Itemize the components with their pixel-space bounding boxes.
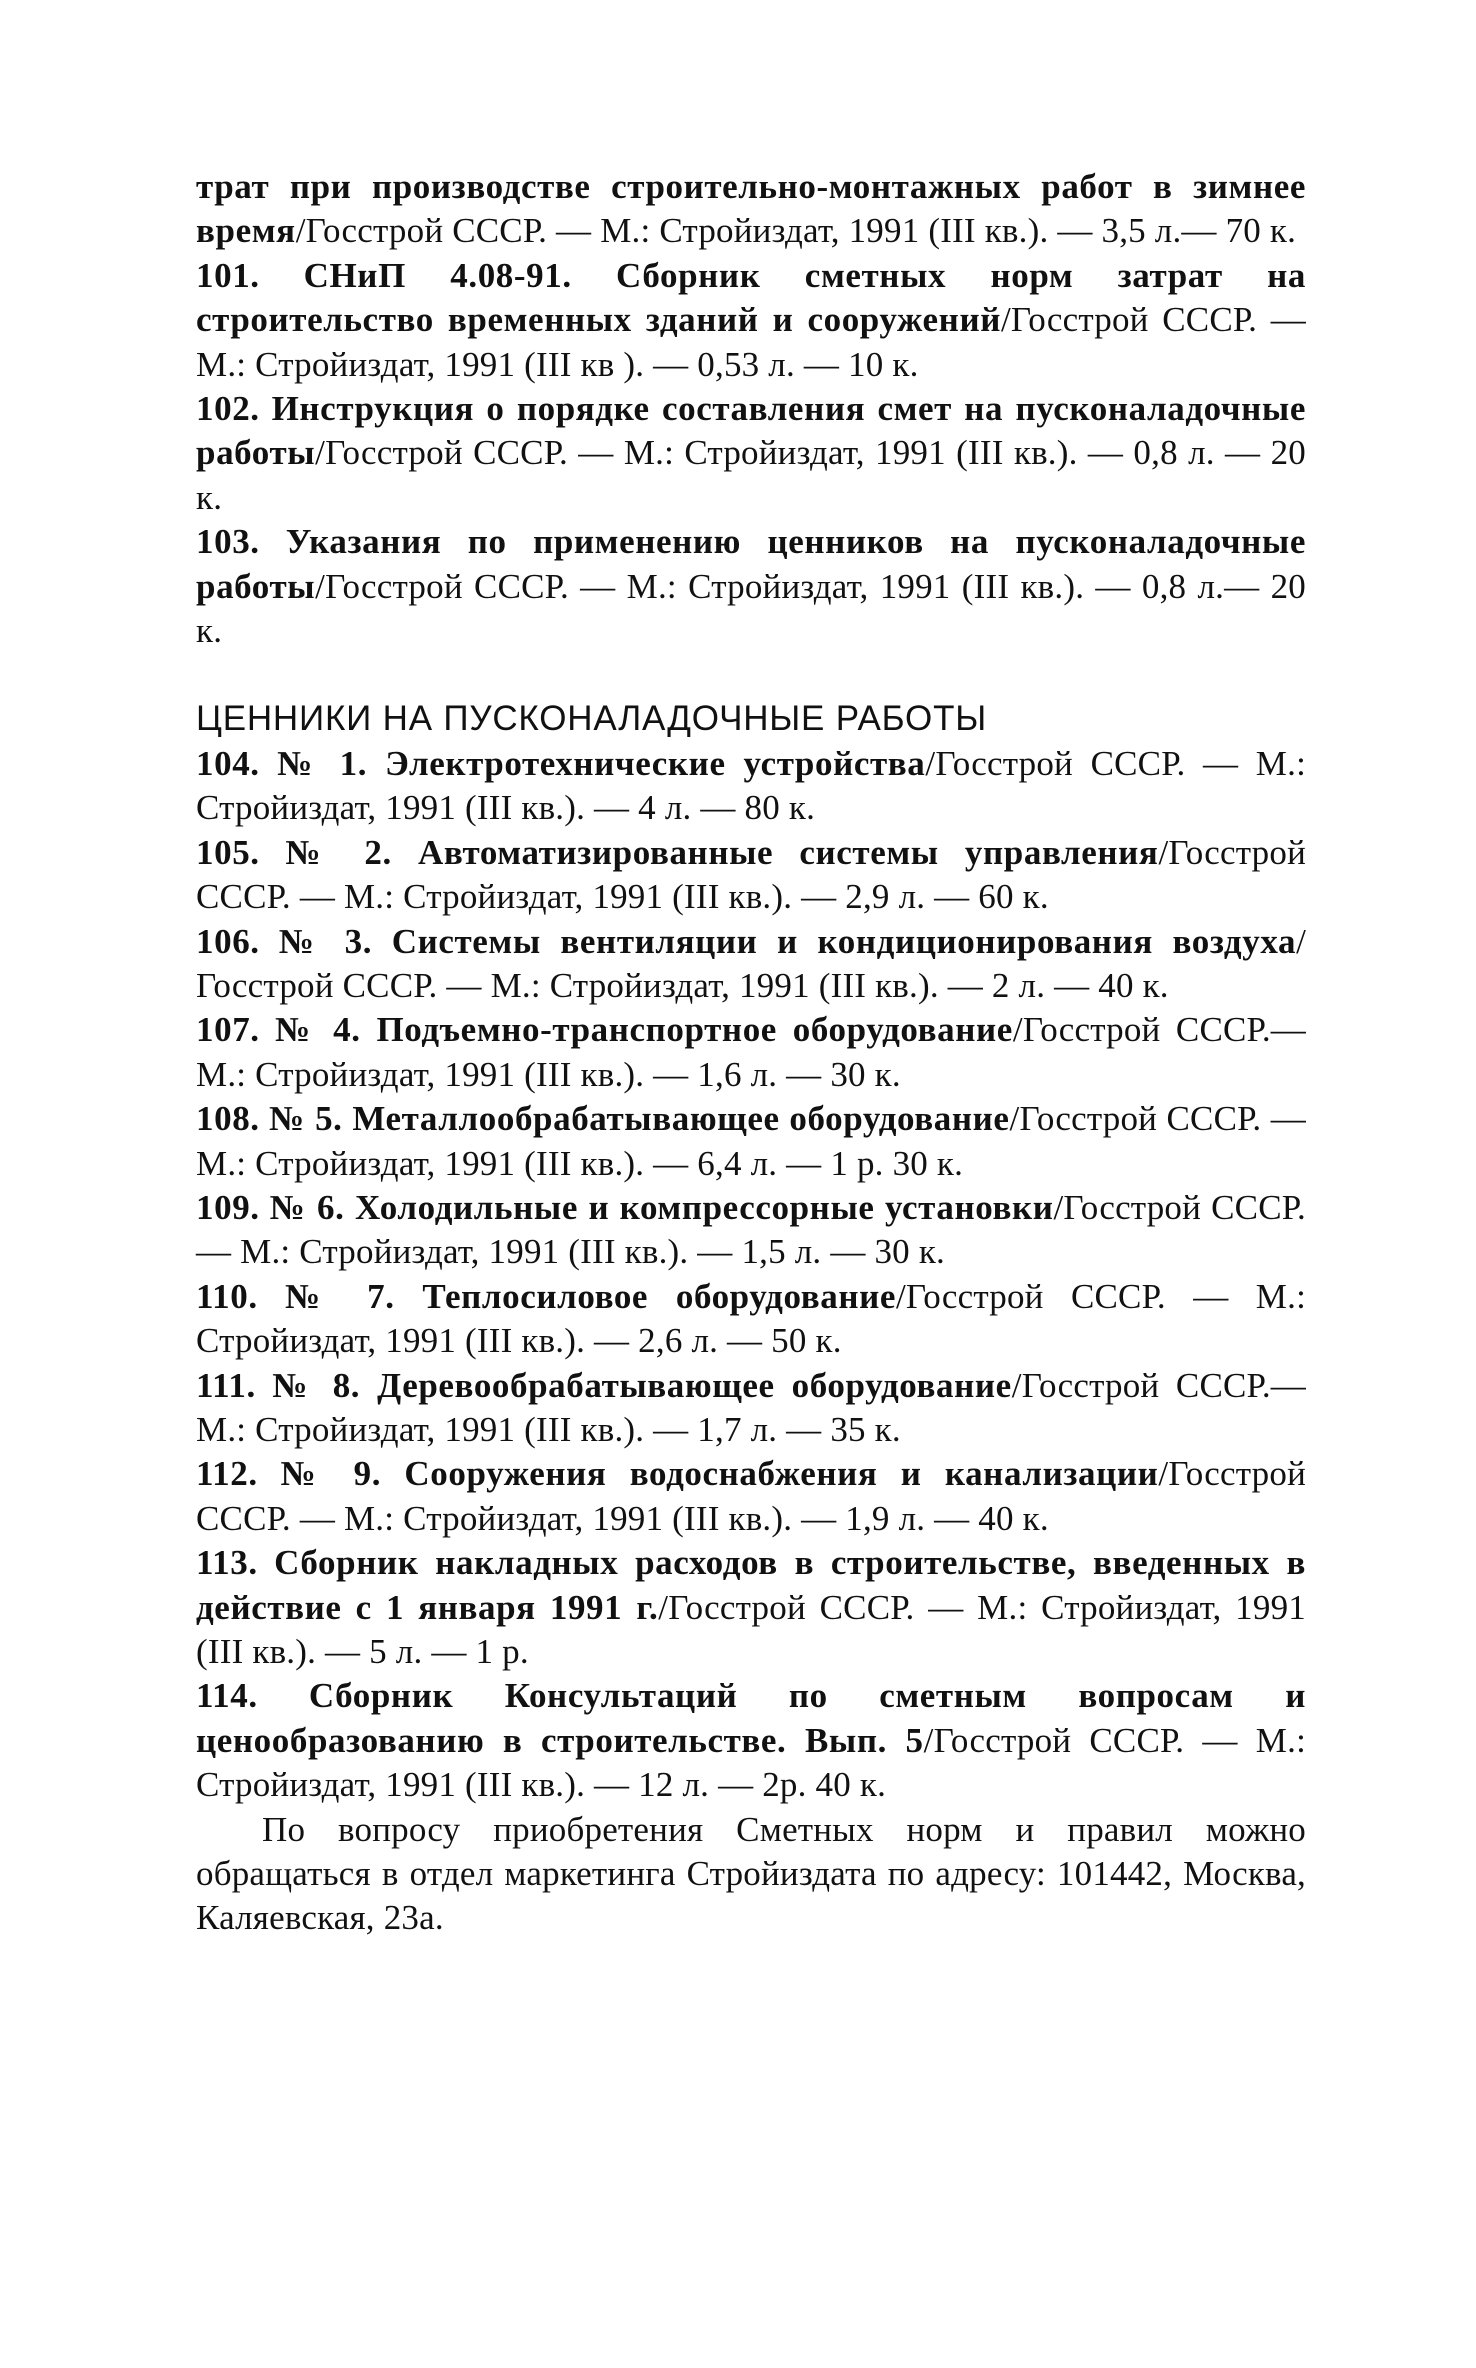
entry-109 (196, 1186, 1306, 1275)
entry-publication: /Госстрой СССР. — М.: Стройиздат, 1991 (III кв.). — 12 л. — 2р. 40 к. (196, 1720, 1306, 1805)
entry-publication: /Госстрой СССР. — М.: Стройиздат, 1991 (III кв.). — 0,8 л. — 20 к. (196, 433, 1306, 517)
entry-title: № 2. Автоматизированные системы управления (285, 832, 1159, 872)
entry-publication: /Госстрой СССР. — М.: Стройиздат, 1991 (III кв.). — 1,9 л. — 40 к. (196, 1454, 1306, 1538)
entry-title: СНиП 4.08-91. Сборник сметных норм затрат на строительство временных зданий и сооружений (196, 255, 1306, 340)
entry-publication: / Госстрой СССР. — М.: Стройиздат, 1991 (III кв.). — 2 л. — 40 к. (196, 921, 1306, 1005)
entry-publication: /Госстрой СССР. — М.: Стройиздат, 1991 (III кв ). — 0,53 л. — 10 к. (196, 300, 1306, 384)
closing-note: По вопросу приобретения Сметных норм и правил можно обращаться в отдел маркетинга Стройиздата по адресу: 101442, Москва, Каляевская, 23а. (196, 1809, 1306, 1938)
entry-publication: /Госстрой СССР. — М.: Стройиздат, 1991 (III кв.). — 2,9 л. — 60 к. (196, 832, 1307, 917)
entry-112 (196, 1452, 1306, 1541)
entry-title: Сборник накладных расходов в строительстве, введенных в действие с 1 января 1991 г. (196, 1543, 1306, 1627)
entry-title: Инструкция о порядке составления смет на пусконаладочные работы (196, 389, 1306, 473)
entry-104 (196, 742, 1306, 831)
entry-title: № 3. Системы вентиляции и кондиционирования воздуха (278, 921, 1297, 961)
entry-number: 106. (196, 921, 260, 961)
entry-number: 107. (196, 1010, 260, 1050)
entry-title: № 1. Электротехнические устройства (277, 743, 926, 783)
entry-publication: /Госстрой СССР. — М.: Стройиздат, 1991 (III кв.). — 4 л. — 80 к. (196, 743, 1307, 828)
entry-113 (196, 1541, 1306, 1674)
entry-number: 103. (196, 522, 260, 562)
entry-publication: /Госстрой СССР. — М.: Стройиздат, 1991 (III кв.). — 0,8 л.— 20 к. (196, 566, 1306, 651)
entry-publication: /Госстрой СССР. — М.: Стройиздат, 1991 (III кв.). — 3,5 л.— 70 к. (295, 211, 1297, 251)
entry-publication: /Госстрой СССР. — М.: Стройиздат, 1991 (III кв.). — 1,5 л. — 30 к. (196, 1187, 1306, 1272)
entry-publication: /Госстрой СССР. — М.: Стройиздат, 1991 (III кв.). — 5 л. — 1 р. (196, 1587, 1306, 1671)
entry-114 (196, 1674, 1306, 1807)
entry-107 (196, 1008, 1306, 1097)
entry-110 (196, 1275, 1306, 1364)
entry-106 (196, 920, 1306, 1009)
entry-publication: /Госстрой СССР.— М.: Стройиздат, 1991 (III кв.). — 1,7 л. — 35 к. (196, 1365, 1306, 1449)
entry-title: № 9. Сооружения водоснабжения и канализации (280, 1454, 1159, 1494)
entry-title: № 5. Металлообрабатывающее оборудование (269, 1099, 1010, 1139)
entry-number: 110. (196, 1276, 258, 1316)
entry-title: № 8. Деревообрабатывающее оборудование (272, 1365, 1012, 1405)
entry-105 (196, 831, 1306, 920)
section-heading: ЦЕННИКИ НА ПУСКОНАЛАДОЧНЫЕ РАБОТЫ (196, 699, 988, 739)
entry-title: Сборник Консультаций по сметным вопросам и ценообразованию в строительстве. Вып. 5 (196, 1676, 1306, 1760)
entry-111 (196, 1364, 1306, 1453)
entry-103 (196, 520, 1306, 653)
entry-number: 113. (196, 1543, 258, 1583)
entry-101 (196, 254, 1306, 387)
entry-number: 101. (196, 255, 260, 295)
bibliography-text (196, 165, 1306, 1941)
entry-continuation (196, 165, 1306, 254)
entry-number: 102. (196, 389, 260, 429)
entry-title: трат при производстве строительно-монтажных работ в зимнее время (196, 167, 1306, 251)
entry-102 (196, 387, 1306, 520)
entry-number: 114. (196, 1676, 258, 1716)
entry-number: 108. (196, 1099, 260, 1139)
entry-number: 104. (196, 743, 260, 783)
entry-publication: /Госстрой СССР. — М.: Стройиздат, 1991 (III кв.). — 6,4 л. — 1 р. 30 к. (196, 1099, 1306, 1183)
entry-number: 105. (196, 832, 260, 872)
entry-number: 112. (196, 1454, 258, 1494)
entry-number: 109. (196, 1187, 260, 1227)
entry-number: 111. (196, 1365, 256, 1405)
entry-title: № 6. Холодильные и компрессорные установки (269, 1187, 1054, 1227)
section-spacer (196, 653, 1306, 697)
entry-108 (196, 1097, 1306, 1186)
entry-title: № 7. Теплосиловое оборудование (285, 1276, 896, 1316)
entry-publication: /Госстрой СССР. — М.: Стройиздат, 1991 (III кв.). — 2,6 л. — 50 к. (196, 1276, 1307, 1361)
entry-title: Указания по применению ценников на пусконаладочные работы (196, 522, 1306, 606)
entry-title: № 4. Подъемно-транспортное оборудование (275, 1010, 1013, 1050)
entry-publication: /Госстрой СССР.— М.: Стройиздат, 1991 (III кв.). — 1,6 л. — 30 к. (196, 1010, 1306, 1094)
